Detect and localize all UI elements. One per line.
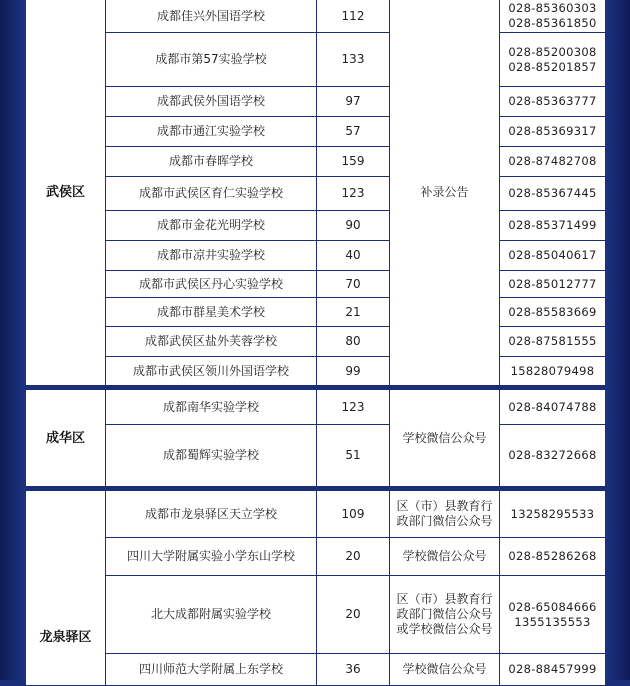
school-name: 四川大学附属实验小学东山学校 (106, 538, 317, 576)
school-name: 四川师范大学附属上东学校 (106, 654, 317, 686)
phone-cell: 028-85369317 (500, 117, 606, 147)
school-name: 成都市金花光明学校 (106, 211, 317, 241)
phone-cell: 028-85583669 (500, 298, 606, 327)
district-cell: 龙泉驿区 (26, 491, 106, 686)
phone-cell: 028-84074788 (500, 390, 606, 425)
school-name: 成都武侯区盐外芙蓉学校 (106, 327, 317, 357)
channel-cell: 区（市）县教育行政部门微信公众号 (390, 491, 500, 538)
table-row (26, 576, 606, 654)
phone-cell: 028-85286268 (500, 538, 606, 576)
phone-cell: 028-83272668 (500, 425, 606, 487)
district-cell: 武侯区 (26, 0, 106, 386)
phone-cell: 028-85012777 (500, 271, 606, 298)
vacancy-count: 112 (317, 0, 390, 33)
phone-cell: 15828079498 (500, 357, 606, 386)
channel-cell: 学校微信公众号 (390, 654, 500, 686)
channel-cell: 学校微信公众号 (390, 538, 500, 576)
vacancy-count: 133 (317, 33, 390, 87)
vacancy-count: 70 (317, 271, 390, 298)
school-name: 成都市武侯区丹心实验学校 (106, 271, 317, 298)
channel-cell: 区（市）县教育行政部门微信公众号或学校微信公众号 (390, 576, 500, 654)
table-row (26, 298, 606, 327)
school-name: 成都市龙泉驿区天立学校 (106, 491, 317, 538)
phone-cell: 028-85040617 (500, 241, 606, 271)
vacancy-count: 51 (317, 425, 390, 487)
phone-cell: 028-65084666 1355135553 (500, 576, 606, 654)
school-name: 成都市凉井实验学校 (106, 241, 317, 271)
background-right-border (604, 0, 630, 680)
table-row (26, 271, 606, 298)
table-row (26, 87, 606, 117)
phone-cell: 13258295533 (500, 491, 606, 538)
vacancy-count: 57 (317, 117, 390, 147)
table-row (26, 177, 606, 211)
school-name: 成都市第57实验学校 (106, 33, 317, 87)
table-row (26, 425, 606, 487)
vacancy-count: 36 (317, 654, 390, 686)
vacancy-count: 123 (317, 177, 390, 211)
school-name: 成都南华实验学校 (106, 390, 317, 425)
school-name: 成都市武侯区育仁实验学校 (106, 177, 317, 211)
table-row (26, 491, 606, 538)
table-row (26, 654, 606, 686)
school-name: 成都武侯外国语学校 (106, 87, 317, 117)
table-row (26, 211, 606, 241)
table-row (26, 117, 606, 147)
table-row (26, 538, 606, 576)
vacancy-count: 20 (317, 538, 390, 576)
phone-cell: 028-85367445 (500, 177, 606, 211)
phone-cell: 028-85360303 028-85361850 (500, 0, 606, 33)
background-left-border (0, 0, 26, 680)
vacancy-count: 21 (317, 298, 390, 327)
vacancy-count: 20 (317, 576, 390, 654)
vacancy-count: 109 (317, 491, 390, 538)
school-name: 成都市群星美术学校 (106, 298, 317, 327)
vacancy-count: 90 (317, 211, 390, 241)
phone-cell: 028-88457999 (500, 654, 606, 686)
vacancy-count: 123 (317, 390, 390, 425)
table-row (26, 327, 606, 357)
table-row (26, 33, 606, 87)
school-name: 成都市武侯区领川外国语学校 (106, 357, 317, 386)
vacancy-count: 97 (317, 87, 390, 117)
table-row (26, 357, 606, 386)
table-row (26, 390, 606, 425)
vacancy-count: 80 (317, 327, 390, 357)
school-name: 成都市春晖学校 (106, 147, 317, 177)
phone-cell: 028-85371499 (500, 211, 606, 241)
vacancy-count: 159 (317, 147, 390, 177)
table-row (26, 147, 606, 177)
table-row (26, 241, 606, 271)
school-name: 成都市通江实验学校 (106, 117, 317, 147)
channel-cell: 学校微信公众号 (390, 390, 500, 487)
school-enrollment-table (25, 0, 606, 686)
phone-cell: 028-87482708 (500, 147, 606, 177)
vacancy-count: 99 (317, 357, 390, 386)
school-name: 成都蜀辉实验学校 (106, 425, 317, 487)
table-row (26, 0, 606, 33)
phone-cell: 028-87581555 (500, 327, 606, 357)
school-name: 成都佳兴外国语学校 (106, 0, 317, 33)
channel-cell: 补录公告 (390, 0, 500, 386)
phone-cell: 028-85200308 028-85201857 (500, 33, 606, 87)
school-name: 北大成都附属实验学校 (106, 576, 317, 654)
phone-cell: 028-85363777 (500, 87, 606, 117)
district-cell: 成华区 (26, 390, 106, 487)
vacancy-count: 40 (317, 241, 390, 271)
